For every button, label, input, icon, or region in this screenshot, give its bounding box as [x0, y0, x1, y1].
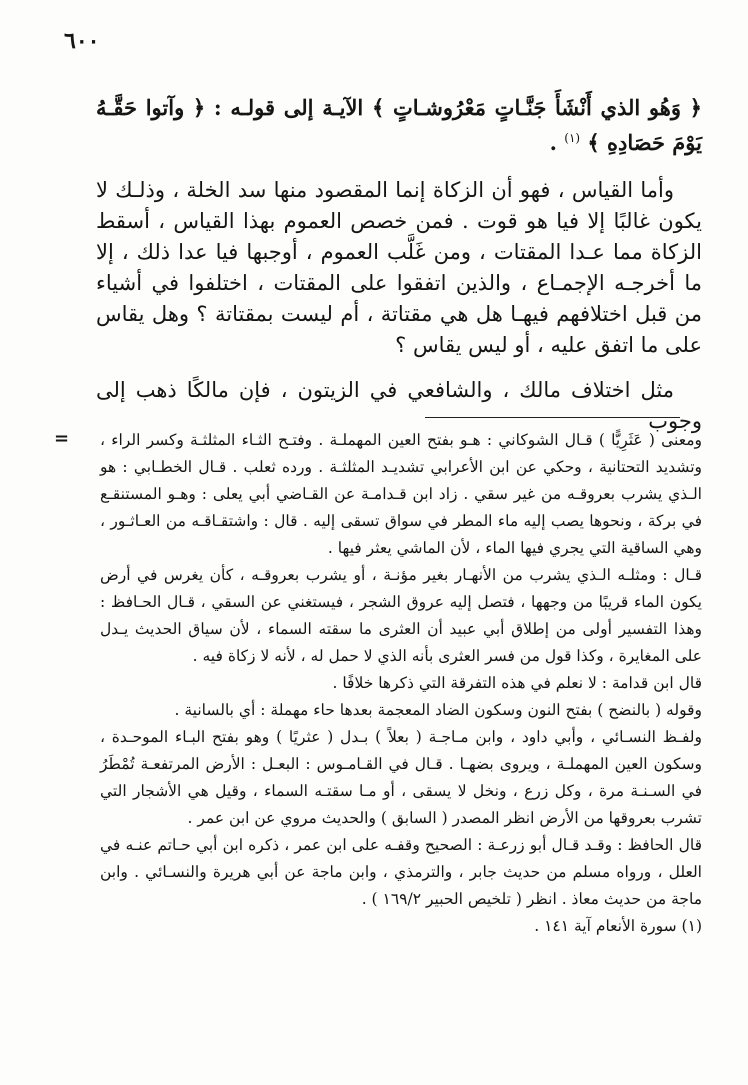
- footnote-line: وقوله ( بالنضح ) بفتح النون وسكون الضاد المعجمة بعدها حاء مهملة : أي بالسانية .: [174, 701, 702, 719]
- footnote-line: ولفـظ النسـائي ، وأبي داود ، وابن مـاجـة ( بعلاً ) بـدل ( عثريًا ) وهو بفتح البـاء الموحـدة ، وسكون العين المهملـة ، ويروى بضهـا . قـال في القـامـوس : البعـل : الأرض المرتفعـة تُمْطَرُ في السـنـة مرة ، وكل زرع ، ونخل لا يسقى ، أو مـا سقتـه السماء ، وقيل هي الأشجار التي تشرب بعروقها من الأرض انظر المصدر ( السابق ) والحديث مروي عن ابن عمر .: [100, 728, 702, 827]
- main-text: [96, 92, 702, 437]
- footnote-line: قال ابن قدامة : لا نعلم في هذه التفرقة التي ذكرها خلافًا .: [332, 674, 702, 692]
- footnotes: [100, 427, 702, 940]
- page-number: ٦٠٠: [64, 28, 100, 54]
- quran-verse: [96, 92, 702, 158]
- continuation-marker: =: [54, 428, 70, 449]
- footnote-line: ومعنى ( عَثَرِيًّا ) قـال الشوكاني : هـو بفتح العين المهملـة . وفتـح الثـاء المثلثـة وكسر الراء ، وتشديد التحتانية ، وحكي عن ابن الأعرابي تشديـد المثلثـة . ورده ثعلب . قـال الخطـابي : هو الـذي يشرب بعروقـه من غير سقي . زاد ابن قـدامـة عن القـاضي أبي يعلى : وهـو المستنقـع في بركة ، ونحوها يصب إليه ماء المطر في سواق تسقى إليه . قال : واشتقـاقـه من العـاثـور ، وهي الساقية التي يجري فيها الماء ، لأن الماشي يعثر فيها .: [100, 431, 702, 557]
- footnote-ref: (١): [564, 131, 581, 145]
- paragraph-olive: مثل اختلاف مالك ، والشافعي في الزيتون ، فإن مالكًا ذهب إلى وجوب: [96, 378, 702, 433]
- footnote-divider: [425, 417, 680, 418]
- footnote-source: (١) سورة الأنعام آية ١٤١ .: [534, 917, 702, 935]
- footnote-line: قـال : ومثلـه الـذي يشرب من الأنهـار بغير مؤنـة ، أو يشرب بعروقـه ، كأن يغرس في أرض يكون الماء قريبًا من وجهها ، فتصل إليه عروق الشجر ، فيستغني عن السقي ، قـال الحـافظ : وهذا التفسير أولى من إطلاق أبي عبيد أن العثرى ما سقته السماء ، لأن سياق الحديث يـدل على المغايرة ، وكذا قول من فسر العثرى بأنه الذي لا حمل له ، لأنه لا زكاة فيه .: [100, 566, 702, 665]
- footnote-line: قال الحافظ : وقـد قـال أبو زرعـة : الصحيح وقفـه على ابن عمر ، ذكره ابن أبي حـاتم عنـه في العلل ، ورواه مسلم من حديث جابر ، والترمذي ، وابن ماجة عن أبي هريرة والنسـائي . وابن ماجة من حديث معاذ . انظر ( تلخيص الحبير ١٦٩/٢ ) .: [100, 836, 702, 908]
- verse-end: .: [549, 130, 557, 155]
- paragraph-analogy: وأما القياس ، فهو أن الزكاة إنما المقصود منها سد الخلة ، وذلـك لا يكون غالبًا إلا فيا هو قوت . فمن خصص العموم بهذا القياس ، أسقط الزكاة مما عـدا المقتات ، ومن غَلَّب العموم ، أوجبها فيا عدا ذلك ، إلا ما أخرجـه الإجمـاع ، والذين اتفقوا على المقتات ، اختلفوا في أشياء من قبل اختلافهم فيهـا هل هي مقتاتة ، أم ليست بمقتاتة ؟ وهل يقاس على ما اتفق عليه ، أو ليس يقاس ؟: [96, 178, 702, 357]
- verse-text: ﴿ وَهُو الذي أَنْشَأَ جَنَّـاتٍ مَعْرُوشـاتٍ ﴾ الآيـة إلى قولـه : ﴿ وآتوا حَقَّـهُ يَوْمَ حَصَادِهِ ﴾: [96, 95, 702, 155]
